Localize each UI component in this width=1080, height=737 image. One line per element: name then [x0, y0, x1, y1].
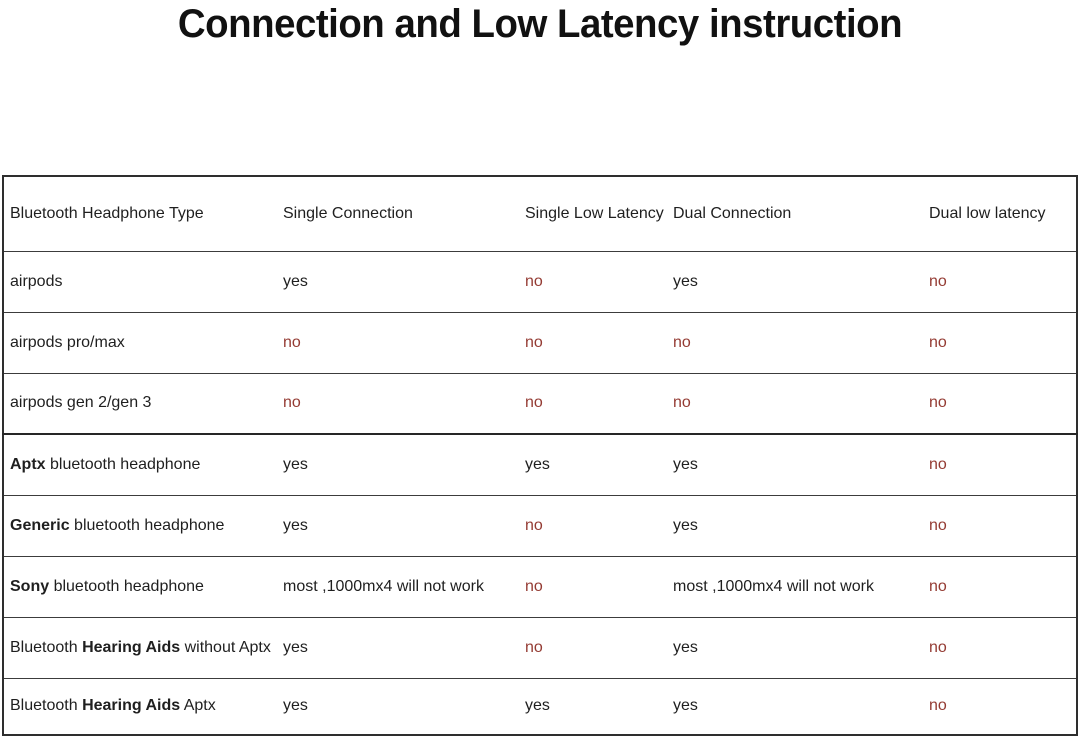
value-cell: yes	[525, 697, 550, 715]
value-cell: no	[283, 333, 301, 351]
headphone-type-cell	[3, 678, 283, 735]
headphone-type-cell	[3, 617, 283, 678]
value-cell: yes	[673, 638, 698, 656]
value-cell: yes	[283, 697, 308, 715]
headphone-type-cell	[3, 373, 283, 434]
value-cell: no	[525, 577, 543, 595]
type-segment: airpods gen 2/gen 3	[10, 394, 152, 412]
type-segment: Aptx	[10, 455, 46, 473]
column-header-headphone-type: Bluetooth Headphone Type	[10, 204, 204, 222]
header-row	[3, 176, 1077, 251]
type-segment: without Aptx	[180, 638, 271, 656]
type-segment: Hearing Aids	[82, 638, 181, 656]
value-cell: no	[929, 697, 947, 715]
headphone-compatibility-table	[2, 175, 1078, 736]
value-cell: no	[525, 516, 543, 534]
column-header-single-connection: Single Connection	[283, 204, 413, 222]
value-cell: no	[673, 333, 691, 351]
value-cell: most ,1000mx4 will not work	[283, 577, 484, 595]
type-segment: bluetooth headphone	[45, 455, 201, 473]
value-cell: no	[929, 333, 947, 351]
table-row	[3, 617, 1077, 678]
headphone-type-cell	[3, 434, 283, 495]
type-segment: Sony	[10, 577, 50, 595]
column-header-dual-low-latency: Dual low latency	[929, 204, 1046, 222]
value-cell: no	[929, 455, 947, 473]
type-segment: Bluetooth	[10, 697, 83, 715]
value-cell: yes	[673, 272, 698, 290]
table-row	[3, 373, 1077, 434]
value-cell: no	[525, 638, 543, 656]
table-row	[3, 556, 1077, 617]
page-title: Connection and Low Latency instruction	[177, 2, 903, 46]
value-cell: yes	[673, 516, 698, 534]
value-cell: no	[525, 394, 543, 412]
type-segment: bluetooth headphone	[49, 577, 204, 595]
table-body	[3, 251, 1077, 735]
value-cell: yes	[525, 455, 550, 473]
type-segment: Hearing Aids	[82, 697, 181, 715]
table-row	[3, 434, 1077, 495]
type-segment: Generic	[10, 516, 70, 534]
value-cell: no	[283, 394, 301, 412]
headphone-type-cell	[3, 251, 283, 312]
headphone-type-cell	[3, 495, 283, 556]
table-row	[3, 312, 1077, 373]
table-header	[3, 176, 1077, 251]
column-header-single-low-latency: Single Low Latency	[525, 204, 664, 222]
column-header-dual-connection: Dual Connection	[673, 204, 792, 222]
value-cell: no	[929, 638, 947, 656]
value-cell: no	[673, 394, 691, 412]
value-cell: no	[525, 272, 543, 290]
table-row	[3, 678, 1077, 735]
headphone-type-cell	[3, 556, 283, 617]
table-row	[3, 495, 1077, 556]
headphone-type-cell	[3, 312, 283, 373]
value-cell: no	[929, 394, 947, 412]
value-cell: no	[929, 272, 947, 290]
value-cell: no	[929, 577, 947, 595]
type-segment: Bluetooth	[10, 638, 83, 656]
type-segment: Aptx	[180, 697, 216, 715]
value-cell: yes	[673, 697, 698, 715]
value-cell: yes	[673, 455, 698, 473]
value-cell: yes	[283, 272, 308, 290]
value-cell: yes	[283, 455, 308, 473]
value-cell: no	[525, 333, 543, 351]
value-cell: yes	[283, 638, 308, 656]
type-segment: airpods pro/max	[10, 333, 125, 351]
value-cell: most ,1000mx4 will not work	[673, 577, 874, 595]
type-segment: airpods	[10, 272, 63, 290]
table-row	[3, 251, 1077, 312]
value-cell: yes	[283, 516, 308, 534]
value-cell: no	[929, 516, 947, 534]
type-segment: bluetooth headphone	[69, 516, 225, 534]
